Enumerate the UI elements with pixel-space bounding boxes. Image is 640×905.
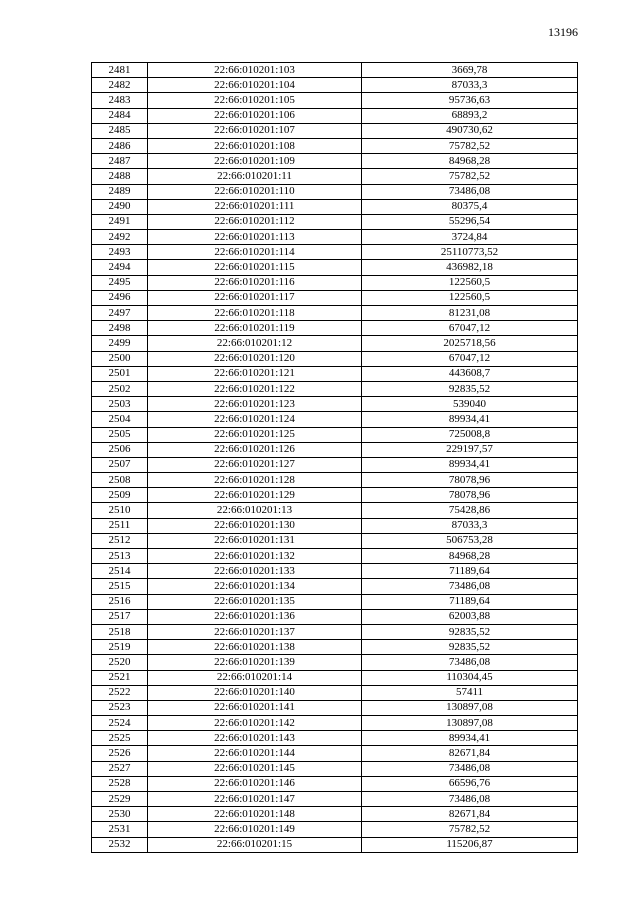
cadastral-number-cell: 22:66:010201:137 xyxy=(148,624,362,639)
cadastral-number-cell: 22:66:010201:136 xyxy=(148,609,362,624)
cadastral-value-cell: 82671,84 xyxy=(362,746,578,761)
cadastral-number-cell: 22:66:010201:134 xyxy=(148,579,362,594)
cadastral-number-cell: 22:66:010201:105 xyxy=(148,93,362,108)
table-row xyxy=(92,412,578,427)
table-row xyxy=(92,123,578,138)
cadastral-number-cell: 22:66:010201:121 xyxy=(148,366,362,381)
table-row xyxy=(92,761,578,776)
cadastral-number-cell: 22:66:010201:15 xyxy=(148,837,362,852)
cadastral-number-cell: 22:66:010201:129 xyxy=(148,488,362,503)
table-row xyxy=(92,108,578,123)
cadastral-value-cell: 92835,52 xyxy=(362,381,578,396)
cadastral-number-cell: 22:66:010201:142 xyxy=(148,716,362,731)
cadastral-value-cell: 3724,84 xyxy=(362,230,578,245)
cadastral-value-cell: 725008,8 xyxy=(362,427,578,442)
page-number: 13196 xyxy=(548,25,578,39)
cadastral-number-cell: 22:66:010201:128 xyxy=(148,473,362,488)
table-row xyxy=(92,442,578,457)
cadastral-number-cell: 22:66:010201:126 xyxy=(148,442,362,457)
row-number-cell: 2520 xyxy=(92,655,148,670)
cadastral-value-cell: 75782,52 xyxy=(362,138,578,153)
table-row xyxy=(92,594,578,609)
table-row xyxy=(92,306,578,321)
table-row xyxy=(92,746,578,761)
cadastral-number-cell: 22:66:010201:119 xyxy=(148,321,362,336)
cadastral-number-cell: 22:66:010201:103 xyxy=(148,63,362,78)
cadastral-value-cell: 75782,52 xyxy=(362,822,578,837)
row-number-cell: 2498 xyxy=(92,321,148,336)
cadastral-number-cell: 22:66:010201:130 xyxy=(148,518,362,533)
table-row xyxy=(92,351,578,366)
cadastral-number-cell: 22:66:010201:123 xyxy=(148,397,362,412)
cadastral-number-cell: 22:66:010201:107 xyxy=(148,123,362,138)
row-number-cell: 2506 xyxy=(92,442,148,457)
cadastral-number-cell: 22:66:010201:148 xyxy=(148,807,362,822)
cadastral-number-cell: 22:66:010201:147 xyxy=(148,792,362,807)
cadastral-number-cell: 22:66:010201:116 xyxy=(148,275,362,290)
cadastral-value-cell: 73486,08 xyxy=(362,792,578,807)
row-number-cell: 2487 xyxy=(92,154,148,169)
cadastral-number-cell: 22:66:010201:125 xyxy=(148,427,362,442)
cadastral-value-cell: 71189,64 xyxy=(362,594,578,609)
cadastral-value-cell: 506753,28 xyxy=(362,533,578,548)
row-number-cell: 2513 xyxy=(92,549,148,564)
table-body xyxy=(92,63,578,853)
row-number-cell: 2497 xyxy=(92,306,148,321)
row-number-cell: 2516 xyxy=(92,594,148,609)
cadastral-value-cell: 84968,28 xyxy=(362,154,578,169)
table-row xyxy=(92,336,578,351)
table-row xyxy=(92,214,578,229)
table-row xyxy=(92,731,578,746)
cadastral-number-cell: 22:66:010201:111 xyxy=(148,199,362,214)
table-row xyxy=(92,716,578,731)
table-row xyxy=(92,290,578,305)
table-row xyxy=(92,670,578,685)
table-row xyxy=(92,640,578,655)
cadastral-value-cell: 81231,08 xyxy=(362,306,578,321)
cadastral-number-cell: 22:66:010201:12 xyxy=(148,336,362,351)
row-number-cell: 2518 xyxy=(92,624,148,639)
cadastral-number-cell: 22:66:010201:141 xyxy=(148,700,362,715)
row-number-cell: 2492 xyxy=(92,230,148,245)
table-row xyxy=(92,624,578,639)
table-row xyxy=(92,260,578,275)
cadastral-number-cell: 22:66:010201:140 xyxy=(148,685,362,700)
table-row xyxy=(92,199,578,214)
row-number-cell: 2494 xyxy=(92,260,148,275)
cadastral-value-cell: 87033,3 xyxy=(362,518,578,533)
cadastral-value-cell: 67047,12 xyxy=(362,321,578,336)
row-number-cell: 2507 xyxy=(92,457,148,472)
cadastral-number-cell: 22:66:010201:127 xyxy=(148,457,362,472)
table-row xyxy=(92,807,578,822)
row-number-cell: 2515 xyxy=(92,579,148,594)
table-row xyxy=(92,579,578,594)
cadastral-number-cell: 22:66:010201:109 xyxy=(148,154,362,169)
cadastral-value-cell: 436982,18 xyxy=(362,260,578,275)
cadastral-value-cell: 75428,86 xyxy=(362,503,578,518)
cadastral-number-cell: 22:66:010201:110 xyxy=(148,184,362,199)
cadastral-number-cell: 22:66:010201:113 xyxy=(148,230,362,245)
row-number-cell: 2514 xyxy=(92,564,148,579)
cadastral-number-cell: 22:66:010201:11 xyxy=(148,169,362,184)
row-number-cell: 2522 xyxy=(92,685,148,700)
row-number-cell: 2501 xyxy=(92,366,148,381)
table-row xyxy=(92,503,578,518)
table-row xyxy=(92,275,578,290)
row-number-cell: 2490 xyxy=(92,199,148,214)
cadastral-number-cell: 22:66:010201:133 xyxy=(148,564,362,579)
cadastral-value-cell: 3669,78 xyxy=(362,63,578,78)
cadastral-value-cell: 89934,41 xyxy=(362,457,578,472)
table-row xyxy=(92,700,578,715)
table-row xyxy=(92,837,578,852)
cadastral-value-cell: 78078,96 xyxy=(362,473,578,488)
cadastral-value-cell: 84968,28 xyxy=(362,549,578,564)
row-number-cell: 2511 xyxy=(92,518,148,533)
cadastral-value-cell: 80375,4 xyxy=(362,199,578,214)
row-number-cell: 2521 xyxy=(92,670,148,685)
cadastral-number-cell: 22:66:010201:14 xyxy=(148,670,362,685)
cadastral-number-cell: 22:66:010201:115 xyxy=(148,260,362,275)
row-number-cell: 2481 xyxy=(92,63,148,78)
table-row xyxy=(92,776,578,791)
table-row xyxy=(92,473,578,488)
table-row xyxy=(92,457,578,472)
table-row xyxy=(92,792,578,807)
cadastral-value-cell: 130897,08 xyxy=(362,716,578,731)
cadastral-value-table xyxy=(91,62,578,853)
cadastral-number-cell: 22:66:010201:124 xyxy=(148,412,362,427)
table-row xyxy=(92,169,578,184)
table-row xyxy=(92,230,578,245)
cadastral-value-cell: 73486,08 xyxy=(362,761,578,776)
cadastral-number-cell: 22:66:010201:139 xyxy=(148,655,362,670)
cadastral-value-cell: 115206,87 xyxy=(362,837,578,852)
row-number-cell: 2532 xyxy=(92,837,148,852)
row-number-cell: 2523 xyxy=(92,700,148,715)
row-number-cell: 2505 xyxy=(92,427,148,442)
cadastral-value-cell: 229197,57 xyxy=(362,442,578,457)
table-row xyxy=(92,488,578,503)
cadastral-number-cell: 22:66:010201:131 xyxy=(148,533,362,548)
table-row xyxy=(92,381,578,396)
cadastral-number-cell: 22:66:010201:138 xyxy=(148,640,362,655)
table-row xyxy=(92,245,578,260)
row-number-cell: 2488 xyxy=(92,169,148,184)
row-number-cell: 2519 xyxy=(92,640,148,655)
cadastral-value-cell: 55296,54 xyxy=(362,214,578,229)
row-number-cell: 2491 xyxy=(92,214,148,229)
row-number-cell: 2486 xyxy=(92,138,148,153)
cadastral-number-cell: 22:66:010201:149 xyxy=(148,822,362,837)
cadastral-value-cell: 89934,41 xyxy=(362,412,578,427)
row-number-cell: 2484 xyxy=(92,108,148,123)
row-number-cell: 2489 xyxy=(92,184,148,199)
row-number-cell: 2496 xyxy=(92,290,148,305)
cadastral-value-cell: 73486,08 xyxy=(362,184,578,199)
table-row xyxy=(92,655,578,670)
cadastral-value-cell: 92835,52 xyxy=(362,640,578,655)
cadastral-value-cell: 92835,52 xyxy=(362,624,578,639)
cadastral-number-cell: 22:66:010201:135 xyxy=(148,594,362,609)
cadastral-value-cell: 62003,88 xyxy=(362,609,578,624)
table-row xyxy=(92,321,578,336)
table-row xyxy=(92,154,578,169)
cadastral-number-cell: 22:66:010201:108 xyxy=(148,138,362,153)
cadastral-value-cell: 2025718,56 xyxy=(362,336,578,351)
row-number-cell: 2493 xyxy=(92,245,148,260)
cadastral-number-cell: 22:66:010201:117 xyxy=(148,290,362,305)
cadastral-value-cell: 57411 xyxy=(362,685,578,700)
cadastral-number-cell: 22:66:010201:114 xyxy=(148,245,362,260)
row-number-cell: 2500 xyxy=(92,351,148,366)
row-number-cell: 2482 xyxy=(92,78,148,93)
cadastral-value-cell: 67047,12 xyxy=(362,351,578,366)
cadastral-number-cell: 22:66:010201:122 xyxy=(148,381,362,396)
cadastral-number-cell: 22:66:010201:104 xyxy=(148,78,362,93)
row-number-cell: 2524 xyxy=(92,716,148,731)
table-row xyxy=(92,685,578,700)
row-number-cell: 2517 xyxy=(92,609,148,624)
row-number-cell: 2502 xyxy=(92,381,148,396)
cadastral-value-cell: 95736,63 xyxy=(362,93,578,108)
row-number-cell: 2509 xyxy=(92,488,148,503)
table-row xyxy=(92,78,578,93)
cadastral-value-cell: 122560,5 xyxy=(362,290,578,305)
cadastral-number-cell: 22:66:010201:112 xyxy=(148,214,362,229)
table-row xyxy=(92,533,578,548)
table-row xyxy=(92,366,578,381)
table-row xyxy=(92,93,578,108)
row-number-cell: 2526 xyxy=(92,746,148,761)
row-number-cell: 2508 xyxy=(92,473,148,488)
table-row xyxy=(92,63,578,78)
row-number-cell: 2530 xyxy=(92,807,148,822)
table-row xyxy=(92,184,578,199)
cadastral-value-cell: 539040 xyxy=(362,397,578,412)
row-number-cell: 2499 xyxy=(92,336,148,351)
cadastral-number-cell: 22:66:010201:144 xyxy=(148,746,362,761)
row-number-cell: 2527 xyxy=(92,761,148,776)
cadastral-number-cell: 22:66:010201:146 xyxy=(148,776,362,791)
cadastral-number-cell: 22:66:010201:118 xyxy=(148,306,362,321)
table-row xyxy=(92,564,578,579)
row-number-cell: 2485 xyxy=(92,123,148,138)
cadastral-value-cell: 78078,96 xyxy=(362,488,578,503)
cadastral-value-cell: 73486,08 xyxy=(362,579,578,594)
row-number-cell: 2510 xyxy=(92,503,148,518)
table-row xyxy=(92,138,578,153)
cadastral-value-cell: 75782,52 xyxy=(362,169,578,184)
cadastral-value-cell: 110304,45 xyxy=(362,670,578,685)
cadastral-value-cell: 68893,2 xyxy=(362,108,578,123)
cadastral-value-cell: 490730,62 xyxy=(362,123,578,138)
row-number-cell: 2483 xyxy=(92,93,148,108)
row-number-cell: 2495 xyxy=(92,275,148,290)
cadastral-value-cell: 89934,41 xyxy=(362,731,578,746)
cadastral-value-cell: 73486,08 xyxy=(362,655,578,670)
table-row xyxy=(92,518,578,533)
cadastral-number-cell: 22:66:010201:145 xyxy=(148,761,362,776)
row-number-cell: 2525 xyxy=(92,731,148,746)
cadastral-number-cell: 22:66:010201:132 xyxy=(148,549,362,564)
row-number-cell: 2504 xyxy=(92,412,148,427)
row-number-cell: 2529 xyxy=(92,792,148,807)
table-row xyxy=(92,427,578,442)
table-row xyxy=(92,822,578,837)
cadastral-number-cell: 22:66:010201:106 xyxy=(148,108,362,123)
row-number-cell: 2503 xyxy=(92,397,148,412)
cadastral-value-cell: 66596,76 xyxy=(362,776,578,791)
cadastral-value-cell: 82671,84 xyxy=(362,807,578,822)
cadastral-value-cell: 443608,7 xyxy=(362,366,578,381)
table-row xyxy=(92,549,578,564)
table-row xyxy=(92,397,578,412)
cadastral-value-cell: 87033,3 xyxy=(362,78,578,93)
row-number-cell: 2512 xyxy=(92,533,148,548)
cadastral-value-cell: 122560,5 xyxy=(362,275,578,290)
cadastral-number-cell: 22:66:010201:13 xyxy=(148,503,362,518)
cadastral-number-cell: 22:66:010201:120 xyxy=(148,351,362,366)
cadastral-value-cell: 130897,08 xyxy=(362,700,578,715)
cadastral-number-cell: 22:66:010201:143 xyxy=(148,731,362,746)
cadastral-value-cell: 25110773,52 xyxy=(362,245,578,260)
table-row xyxy=(92,609,578,624)
row-number-cell: 2531 xyxy=(92,822,148,837)
cadastral-value-cell: 71189,64 xyxy=(362,564,578,579)
row-number-cell: 2528 xyxy=(92,776,148,791)
